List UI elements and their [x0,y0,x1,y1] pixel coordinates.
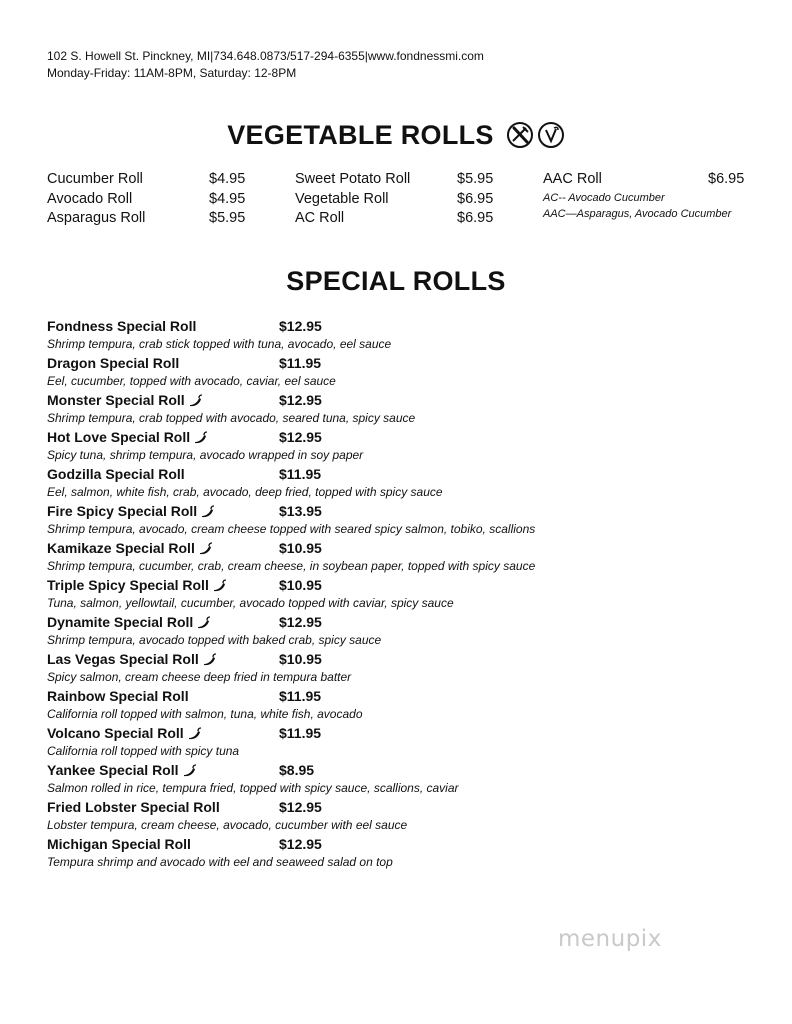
roll-price: $12.95 [279,392,322,408]
roll-description: Eel, cucumber, topped with avocado, caviar, eel sauce [47,374,336,388]
roll-name-text: Monster Special Roll [47,392,185,408]
roll-description: Spicy tuna, shrimp tempura, avocado wrapped in soy paper [47,448,364,462]
roll-title-line [47,686,767,706]
chili-pepper-icon [198,542,213,555]
special-rolls-list [47,316,767,871]
roll-name [47,575,227,595]
roll-title-line [47,464,767,484]
chili-pepper-icon [193,431,208,444]
roll-title-line [47,353,767,373]
roll-title-line [47,834,767,854]
special-roll-item [47,834,767,871]
roll-price: $12.95 [279,836,322,852]
roll-title-line [47,575,767,595]
chili-pepper-icon [188,394,203,407]
item-name: Vegetable Roll [295,190,389,207]
vegetable-rolls-title: VEGETABLE ROLLS [227,120,494,150]
roll-name [47,723,202,743]
roll-name-text: Dragon Special Roll [47,355,180,371]
item-price: $4.95 [209,190,246,207]
chili-pepper-icon [200,505,215,518]
special-roll-item [47,760,767,797]
item-price: $6.95 [457,210,494,226]
roll-title-line [47,538,767,558]
item-price: $6.95 [708,171,745,187]
special-roll-item [47,538,767,575]
vegetable-column-3 [543,170,763,222]
roll-title-line [47,797,767,817]
menu-item [295,170,515,190]
menu-item [295,190,515,210]
roll-price: $12.95 [279,614,322,630]
roll-name-text: Rainbow Special Roll [47,688,189,704]
chili-pepper-icon [182,764,197,777]
roll-description: California roll topped with spicy tuna [47,744,240,758]
item-price: $5.95 [209,210,246,226]
roll-description: Spicy salmon, cream cheese deep fried in tempura batter [47,670,352,684]
item-price: $5.95 [457,171,494,187]
roll-title-line [47,723,767,743]
special-roll-item [47,390,767,427]
roll-name [47,797,220,817]
menu-item [47,190,267,210]
roll-description: Salmon rolled in rice, tempura fried, topped with spicy sauce, scallions, caviar [47,781,459,795]
roll-name [47,316,196,336]
roll-name-text: Las Vegas Special Roll [47,651,199,667]
roll-title-line [47,390,767,410]
roll-name [47,501,215,521]
special-rolls-title: SPECIAL ROLLS [286,266,506,296]
roll-name-text: Godzilla Special Roll [47,466,185,482]
item-name: AC Roll [295,210,345,226]
roll-price: $11.95 [279,466,322,482]
no-meat-icon [506,121,534,149]
roll-price: $11.95 [279,688,322,704]
roll-price: $11.95 [279,725,322,741]
special-roll-item [47,501,767,538]
roll-title-line [47,760,767,780]
roll-description: Shrimp tempura, crab topped with avocado, seared tuna, spicy sauce [47,411,416,425]
special-roll-item [47,353,767,390]
roll-title-line [47,316,767,336]
menu-item [47,170,267,190]
item-price: $6.95 [457,190,494,207]
roll-price: $8.95 [279,762,315,778]
menu-item [295,209,515,229]
chili-pepper-icon [212,579,227,592]
roll-name [47,390,203,410]
roll-name [47,353,179,373]
roll-name-text: Volcano Special Roll [47,725,184,741]
item-name: Avocado Roll [47,190,133,207]
vegetable-column-2 [295,170,515,229]
menu-item [543,170,763,190]
roll-name [47,760,197,780]
menupix-watermark: menupix [558,926,662,952]
special-roll-item [47,649,767,686]
special-roll-item [47,464,767,501]
item-note: AAC—Asparagus, Avocado Cucumber [543,207,732,220]
roll-price: $10.95 [279,540,322,556]
restaurant-contact-line: 102 S. Howell St. Pinckney, MI|734.648.0873/517-294-6355|www.fondnessmi.com [47,49,484,63]
roll-name [47,834,191,854]
menu-item [47,209,267,229]
vegetarian-icon [537,121,565,149]
special-roll-item [47,686,767,723]
roll-price: $12.95 [279,799,322,815]
roll-name [47,612,211,632]
special-roll-item [47,612,767,649]
roll-description: Shrimp tempura, avocado topped with baked crab, spicy sauce [47,633,382,647]
roll-title-line [47,427,767,447]
roll-title-line [47,649,767,669]
roll-price: $13.95 [279,503,322,519]
roll-description: Tuna, salmon, yellowtail, cucumber, avocado topped with caviar, spicy sauce [47,596,454,610]
roll-name-text: Yankee Special Roll [47,762,179,778]
roll-price: $11.95 [279,355,322,371]
special-roll-item [47,427,767,464]
roll-name-text: Dynamite Special Roll [47,614,194,630]
roll-name-text: Fried Lobster Special Roll [47,799,220,815]
item-price: $4.95 [209,171,246,187]
roll-description: Shrimp tempura, cucumber, crab, cream cheese, in soybean paper, topped with spicy sauce [47,559,536,573]
roll-name [47,649,217,669]
roll-price: $10.95 [279,577,322,593]
roll-description: Shrimp tempura, crab stick topped with tuna, avocado, eel sauce [47,337,392,351]
roll-title-line [47,501,767,521]
vegetable-rolls-heading [0,119,792,151]
restaurant-hours-line: Monday-Friday: 11AM-8PM, Saturday: 12-8PM [47,66,297,80]
roll-name-text: Fondness Special Roll [47,318,197,334]
roll-price: $12.95 [279,429,322,445]
special-roll-item [47,316,767,353]
roll-description: Lobster tempura, cream cheese, avocado, cucumber with eel sauce [47,818,408,832]
item-name: AAC Roll [543,171,602,187]
vegetable-column-1 [47,170,267,229]
roll-title-line [47,612,767,632]
roll-name [47,464,185,484]
roll-description: Tempura shrimp and avocado with eel and seaweed salad on top [47,855,393,869]
roll-description: California roll topped with salmon, tuna, white fish, avocado [47,707,363,721]
roll-name-text: Fire Spicy Special Roll [47,503,198,519]
roll-description: Eel, salmon, white fish, crab, avocado, deep fried, topped with spicy sauce [47,485,443,499]
chili-pepper-icon [196,616,211,629]
item-name: Sweet Potato Roll [295,171,411,187]
roll-name-text: Triple Spicy Special Roll [47,577,209,593]
special-roll-item [47,797,767,834]
roll-name-text: Kamikaze Special Roll [47,540,195,556]
item-name: Cucumber Roll [47,171,143,187]
special-roll-item [47,723,767,760]
item-name: Asparagus Roll [47,210,146,226]
special-roll-item [47,575,767,612]
item-note: AC-- Avocado Cucumber [543,191,665,204]
roll-price: $12.95 [279,318,322,334]
chili-pepper-icon [202,653,217,666]
roll-name-text: Hot Love Special Roll [47,429,191,445]
roll-description: Shrimp tempura, avocado, cream cheese topped with seared spicy salmon, tobiko, scallions [47,522,536,536]
roll-name-text: Michigan Special Roll [47,836,191,852]
roll-price: $10.95 [279,651,322,667]
chili-pepper-icon [187,727,202,740]
roll-name [47,538,213,558]
roll-name [47,427,208,447]
roll-name [47,686,189,706]
